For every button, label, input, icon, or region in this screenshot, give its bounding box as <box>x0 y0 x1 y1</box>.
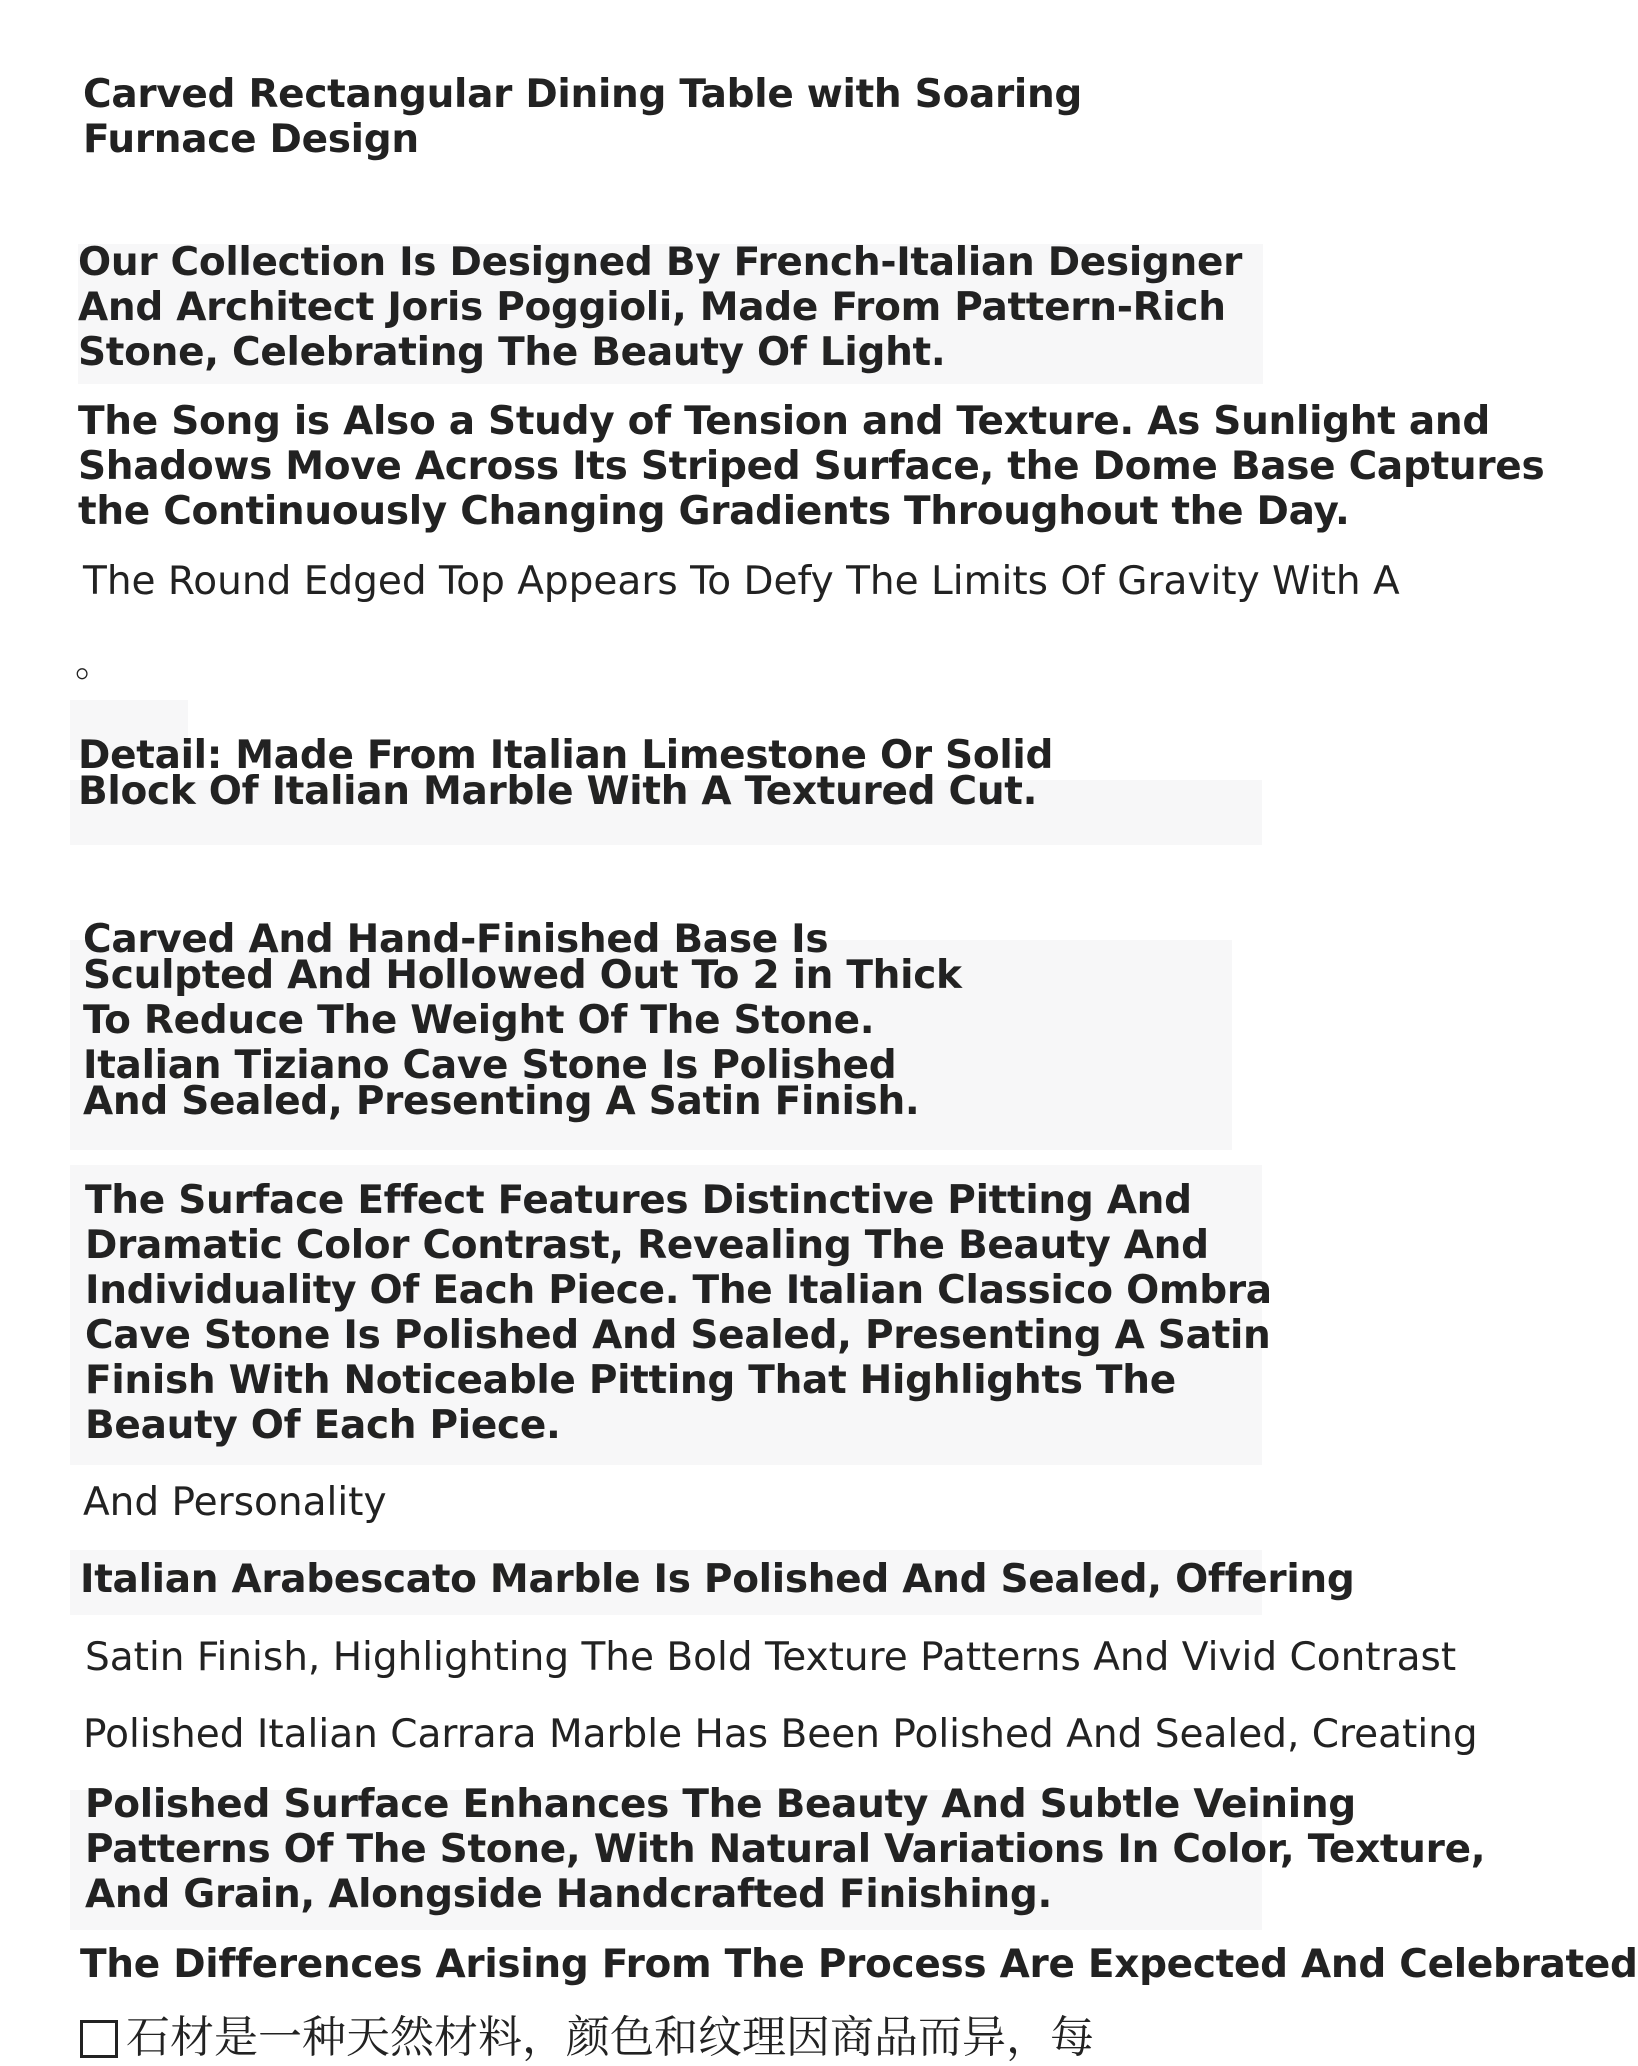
paragraph-line: Sculpted And Hollowed Out To 2 in Thick <box>83 953 962 998</box>
paragraph-line: Polished Surface Enhances The Beauty And Subtle Veining <box>85 1782 1356 1827</box>
paragraph-line: Beauty Of Each Piece. <box>85 1403 561 1448</box>
paragraph-line: Italian Tiziano Cave Stone Is Polished <box>83 1043 897 1088</box>
personality-text: And Personality <box>83 1480 387 1525</box>
polished-paragraph <box>85 1782 1485 1917</box>
paragraph-line: Detail: Made From Italian Limestone Or Solid <box>78 733 1054 778</box>
satin-text: Satin Finish, Highlighting The Bold Texture Patterns And Vivid Contrast <box>85 1635 1457 1680</box>
paragraph-line: Finish With Noticeable Pitting That Highlights The <box>85 1358 1176 1403</box>
base-paragraph <box>83 917 962 1124</box>
differences-text: The Differences Arising From The Process Are Expected And Celebrated <box>80 1942 1638 1987</box>
paragraph-line: Stone, Celebrating The Beauty Of Light. <box>78 330 946 375</box>
paragraph-line: And Grain, Alongside Handcrafted Finishing. <box>85 1872 1053 1917</box>
detail-paragraph <box>78 733 1054 814</box>
round-top-text: The Round Edged Top Appears To Defy The Limits Of Gravity With A <box>83 559 1400 604</box>
title-line: Furnace Design <box>83 117 419 162</box>
paragraph-line: the Continuously Changing Gradients Throughout the Day. <box>78 489 1350 534</box>
paragraph-line: And Architect Joris Poggioli, Made From Pattern-Rich <box>78 285 1226 330</box>
carrara-text: Polished Italian Carrara Marble Has Been Polished And Sealed, Creating <box>83 1712 1478 1757</box>
arabescato-text: Italian Arabescato Marble Is Polished And Sealed, Offering <box>80 1557 1355 1602</box>
paragraph-line: Shadows Move Across Its Striped Surface, the Dome Base Captures <box>78 444 1545 489</box>
checkbox[interactable] <box>80 2020 118 2058</box>
surface-paragraph <box>85 1178 1272 1448</box>
intro-paragraph <box>78 240 1242 375</box>
page-title <box>83 72 1082 162</box>
chinese-text: 石材是一种天然材料，颜色和纹理因商品而异，每 <box>126 2012 1094 2063</box>
paragraph-line: Carved And Hand-Finished Base Is <box>83 917 829 962</box>
paragraph-line: And Sealed, Presenting A Satin Finish. <box>83 1079 920 1124</box>
song-paragraph <box>78 399 1544 534</box>
paragraph-line: Dramatic Color Contrast, Revealing The Beauty And <box>85 1223 1209 1268</box>
ideographic-full-stop: 。 <box>75 641 115 686</box>
title-line: Carved Rectangular Dining Table with Soaring <box>83 72 1083 117</box>
paragraph-line: The Surface Effect Features Distinctive Pitting And <box>85 1178 1192 1223</box>
paragraph-line: Our Collection Is Designed By French-Italian Designer <box>78 240 1243 285</box>
paragraph-line: Patterns Of The Stone, With Natural Variations In Color, Texture, <box>85 1827 1486 1872</box>
chinese-line <box>80 2010 1094 2066</box>
paragraph-line: The Song is Also a Study of Tension and Texture. As Sunlight and <box>78 399 1490 444</box>
paragraph-line: Block Of Italian Marble With A Textured Cut. <box>78 769 1038 814</box>
paragraph-line: Cave Stone Is Polished And Sealed, Presenting A Satin <box>85 1313 1271 1358</box>
paragraph-line: Individuality Of Each Piece. The Italian Classico Ombra <box>85 1268 1272 1313</box>
paragraph-line: To Reduce The Weight Of The Stone. <box>83 998 875 1043</box>
